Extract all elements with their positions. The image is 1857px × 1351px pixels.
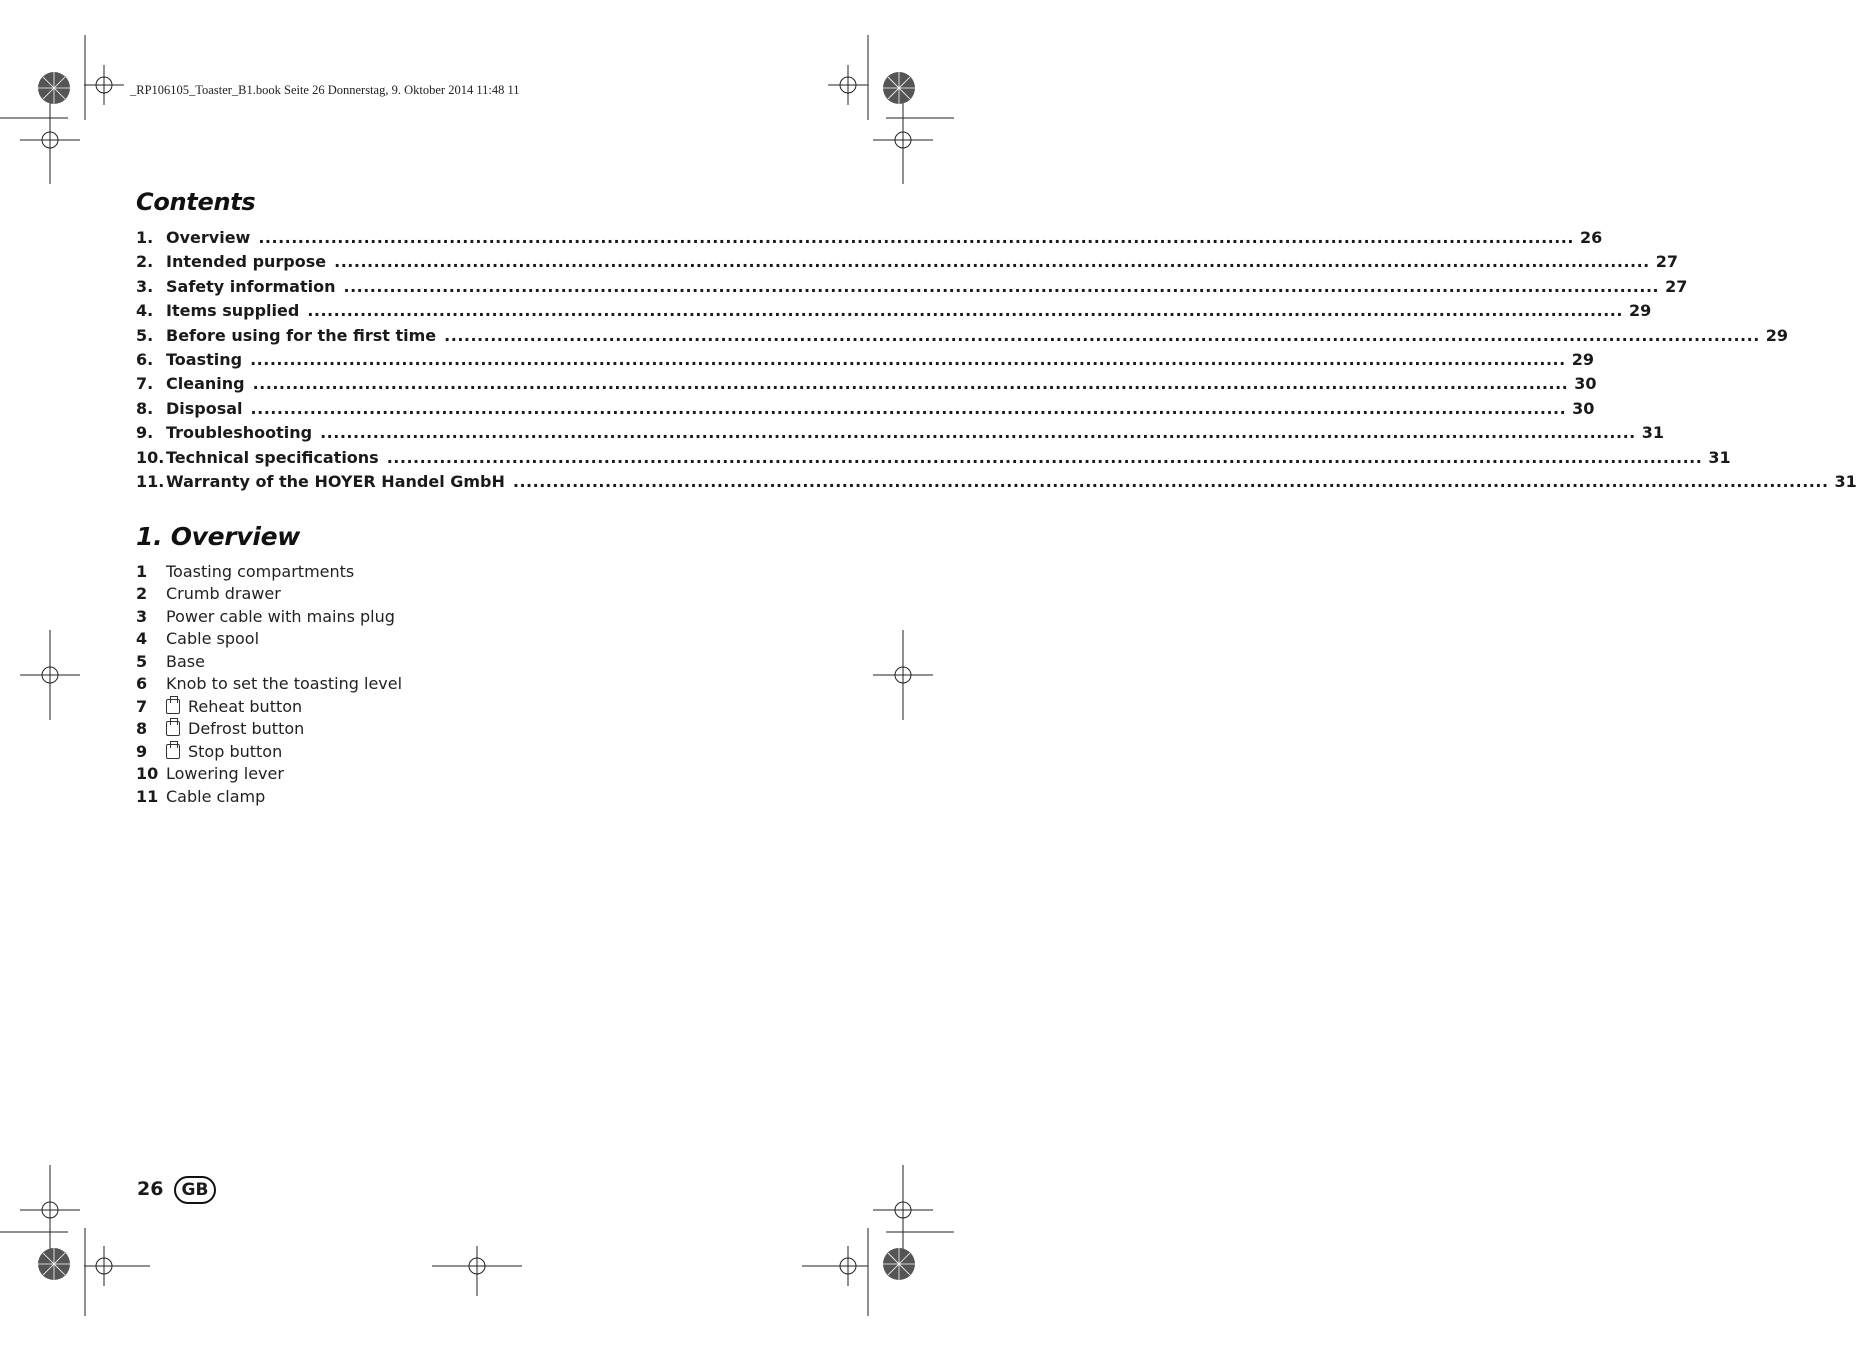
contents-title: Contents	[136, 188, 256, 216]
toc-entry-page: 27	[1665, 276, 1688, 296]
overview-item-number: 4	[136, 629, 148, 649]
overview-item-label: Toasting compartments	[166, 561, 355, 581]
overview-item	[136, 695, 402, 718]
toc-leader-dots: ........................................................................................................................................................................................................	[258, 228, 1574, 247]
toc-entry-page: 31	[1641, 423, 1664, 443]
print-file-header: _RP106105_Toaster_B1.book Seite 26 Donnerstag, 9. Oktober 2014 11:48 11	[130, 83, 520, 97]
overview-item	[136, 763, 402, 786]
toc-entry-title: Safety information	[166, 276, 336, 296]
overview-item-number: 9	[136, 741, 148, 761]
toc-entry-page: 30	[1574, 374, 1597, 394]
overview-item	[136, 628, 402, 651]
overview-item-label: Knob to set the toasting level	[166, 674, 403, 694]
overview-item-label: Cable spool	[166, 629, 260, 649]
overview-item-number: 6	[136, 674, 148, 694]
reheat-button-icon	[166, 699, 180, 714]
toc-entry-title: Warranty of the HOYER Handel GmbH	[166, 471, 505, 491]
toc-entry[interactable]	[136, 471, 1857, 496]
toc-entry-page: 30	[1572, 398, 1595, 418]
toc-entry[interactable]	[136, 374, 1597, 398]
toc-entry-number: 5.	[136, 325, 154, 345]
toc-entry-title: Items supplied	[166, 301, 300, 321]
overview-item-label: Crumb drawer	[166, 584, 281, 604]
toc-entry-page: 29	[1571, 349, 1594, 369]
overview-item	[136, 718, 402, 741]
toc-leader-dots: ........................................................................................................................................................................................................	[334, 252, 1650, 272]
toc-leader-dots: ........................................................................................................................................................................................................	[512, 471, 1829, 491]
overview-item-label: Reheat button	[188, 696, 303, 716]
toc-entry[interactable]	[136, 228, 1603, 252]
toc-entry[interactable]	[136, 423, 1664, 447]
toc-entry-title: Cleaning	[166, 374, 245, 394]
toc-leader-dots: ........................................................................................................................................................................................................	[250, 398, 1567, 418]
overview-item	[136, 785, 402, 808]
toc-entry-number: 9.	[136, 423, 154, 443]
overview-item	[136, 605, 402, 628]
toc-entry-number: 11.	[136, 471, 165, 491]
toc-entry-title: Technical specifications	[166, 447, 379, 467]
toc-entry-number: 7.	[136, 374, 154, 394]
toc-leader-dots: ........................................................................................................................................................................................................	[250, 349, 1566, 369]
toc-entry-page: 31	[1708, 447, 1731, 467]
overview-item-number: 8	[136, 719, 148, 739]
toc-entry-title: Toasting	[166, 349, 243, 369]
overview-item	[136, 560, 402, 583]
toc-leader-dots: ........................................................................................................................................................................................................	[320, 423, 1636, 443]
toc-entry[interactable]	[136, 447, 1731, 472]
overview-item-label: Stop button	[188, 741, 283, 761]
overview-item	[136, 740, 402, 763]
language-badge: GB	[174, 1176, 216, 1204]
toc-entry-page: 29	[1628, 301, 1652, 321]
toc-entry-number: 4.	[136, 301, 154, 321]
overview-item	[136, 650, 402, 673]
toc-entry-page: 27	[1655, 252, 1679, 272]
toc-entry-number: 2.	[136, 252, 154, 272]
toc-leader-dots: ........................................................................................................................................................................................................	[444, 325, 1760, 345]
overview-title: 1. Overview	[136, 522, 301, 551]
overview-item-label: Power cable with mains plug	[166, 606, 395, 626]
toc-entry[interactable]	[136, 252, 1679, 276]
overview-item-label: Base	[166, 651, 205, 671]
toc-entry-title: Overview	[166, 228, 251, 247]
overview-item-number: 5	[136, 651, 148, 671]
overview-item-number: 11	[136, 786, 159, 806]
page-number: 26	[137, 1178, 164, 1200]
overview-list	[136, 560, 402, 808]
toc-entry-number: 6.	[136, 349, 154, 369]
toc-entry-page: 26	[1579, 228, 1603, 247]
overview-item	[136, 583, 402, 606]
toc-entry[interactable]	[136, 398, 1595, 423]
stop-button-icon	[166, 744, 180, 759]
toc-entry-page: 31	[1834, 471, 1857, 491]
toc-entry-number: 8.	[136, 398, 154, 418]
toc-entry-title: Disposal	[166, 398, 243, 418]
toc-entry[interactable]	[136, 301, 1652, 325]
overview-item-number: 2	[136, 584, 148, 604]
overview-item-number: 10	[136, 764, 159, 784]
overview-item-label: Defrost button	[188, 719, 305, 739]
toc-entry[interactable]	[136, 349, 1594, 374]
overview-item-number: 3	[136, 606, 148, 626]
overview-item	[136, 673, 402, 696]
toc-entry[interactable]	[136, 325, 1789, 350]
overview-item-number: 1	[136, 561, 148, 581]
toc-entry[interactable]	[136, 276, 1688, 301]
overview-item-label: Cable clamp	[166, 786, 266, 806]
toc-leader-dots: ........................................................................................................................................................................................................	[307, 301, 1623, 321]
overview-item-number: 7	[136, 696, 148, 716]
overview-item-label: Lowering lever	[166, 764, 284, 784]
toc-entry-title: Troubleshooting	[166, 423, 313, 443]
toc-entry-title: Intended purpose	[166, 252, 327, 272]
toc-leader-dots: ........................................................................................................................................................................................................	[343, 276, 1660, 296]
toc-entry-number: 1.	[136, 228, 154, 247]
toc-leader-dots: ........................................................................................................................................................................................................	[386, 447, 1703, 467]
toc-leader-dots: ........................................................................................................................................................................................................	[252, 374, 1569, 394]
toc-entry-number: 3.	[136, 276, 154, 296]
table-of-contents	[136, 228, 1857, 496]
toc-entry-page: 29	[1765, 325, 1789, 345]
defrost-button-icon	[166, 721, 180, 736]
toc-entry-number: 10.	[136, 447, 165, 467]
toc-entry-title: Before using for the first time	[166, 325, 437, 345]
